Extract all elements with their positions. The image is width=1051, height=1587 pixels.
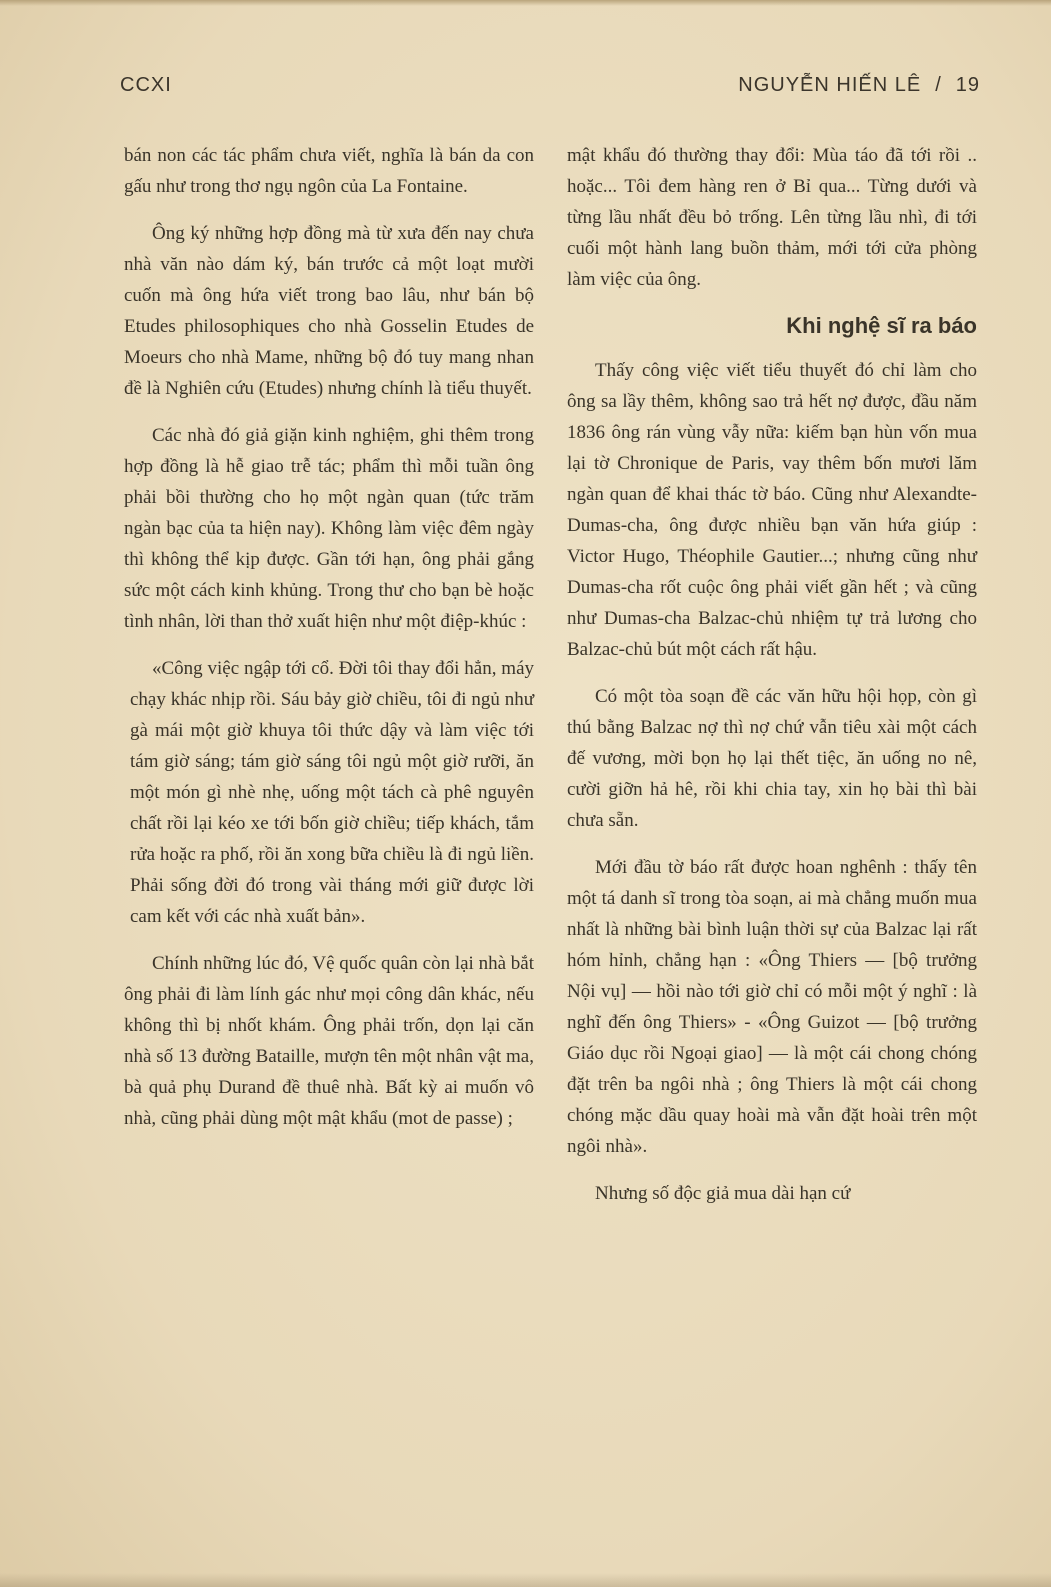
paragraph: bán non các tác phẩm chưa viết, nghĩa là bán da con gấu như trong thơ ngụ ngôn của La Fontaine.: [124, 145, 534, 197]
header-separator: /: [935, 74, 942, 96]
page-bottom-edge: [0, 1573, 1051, 1587]
section-heading: Khi nghệ sĩ ra báo: [786, 313, 977, 338]
volume-number: 19: [955, 74, 980, 96]
paragraph: Chính những lúc đó, Vệ quốc quân còn lại nhà bắt ông phải đi làm lính gác như mọi công dân khác, nếu không thì bị nhốt khám. Ông phải trốn, dọn lại căn nhà số 13 đường Bataille, mượn tên một nhân vật ma, bà quả phụ Durand đề thuê nhà. Bất kỳ ai muốn vô nhà, cũng phải dùng một mật khẩu (mot de passe) ;: [124, 953, 534, 1129]
paragraph: Ông ký những hợp đồng mà từ xưa đến nay chưa nhà văn nào dám ký, bán trước cả một loạt mười cuốn mà ông hứa viết trong bao lâu, như bán bộ Etudes philosophiques cho nhà Gosselin Etudes de Moeurs cho nhà Mame, những bộ đó tuy mang nhan đề là Nghiên cứu (Etudes) nhưng chính là tiểu thuyết.: [124, 223, 534, 399]
paragraph: Các nhà đó giả giặn kinh nghiệm, ghi thêm trong hợp đồng là hễ giao trễ tác; phẩm thì mỗi tuần ông phải bồi thường cho họ một ngàn quan (tức trăm ngàn bạc của ta hiện nay). Không làm việc đêm ngày thì không thể kịp được. Gần tới hạn, ông phải gắng sức một cách kinh khủng. Trong thư cho bạn bè hoặc tình nhân, lời than thở xuất hiện như một điệp-khúc :: [124, 425, 534, 632]
paragraph: Mới đầu tờ báo rất được hoan nghênh : thấy tên một tá danh sĩ trong tòa soạn, ai mà chẳng muốn mua nhất là những bài bình luận thời sự của Balzac lại rất hóm hỉnh, chẳng hạn : «Ông Thiers — [bộ trưởng Nội vụ] — hồi nào tới giờ chỉ có mỗi một ý nghĩ : là nghĩ đến ông Thiers» - «Ông Guizot — [bộ trưởng Giáo dục rồi Ngoại giao] — là một cái chong chóng đặt trên ba ngôi nhà ; ông Thiers là một cái chong chóng mặc dầu quay hoài mà vẫn đặt hoài trên một ngôi nhà».: [567, 857, 977, 1157]
page-top-edge: [0, 0, 1051, 6]
paragraph: Thấy công việc viết tiểu thuyết đó chỉ làm cho ông sa lầy thêm, không sao trả hết nợ được, đầu năm 1836 ông rán vùng vẫy nữa: kiếm bạn hùn vốn mua lại tờ Chronique de Paris, vay thêm bốn mươi lăm ngàn quan để khai thác tờ báo. Cũng như Alexandte-Dumas-cha, ông được nhiều bạn văn hứa giúp : Victor Hugo, Théophile Gautier...; nhưng cũng như Dumas-cha rốt cuộc ông phải viết gần hết ; và cũng như Dumas-cha Balzac-chủ nhiệm tự trả lương cho Balzac-chủ bút một cách rất hậu.: [567, 360, 977, 660]
right-column: [567, 140, 977, 1225]
running-header: [120, 74, 980, 108]
running-title: [738, 74, 980, 97]
paragraph: mật khẩu đó thường thay đổi: Mùa táo đã tới rồi .. hoặc... Tôi đem hàng ren ở Bỉ qua... Từng dưới và từng lầu nhất đều bỏ trống. Lên từng lầu nhì, đi tới cuối một hành lang buồn thảm, mới tới cửa phòng làm việc của ông.: [567, 145, 977, 290]
left-column: [124, 140, 534, 1150]
paragraph: Có một tòa soạn đề các văn hữu hội họp, còn gì thú bằng Balzac nợ thì nợ chứ vẫn tiêu xài một cách đế vương, mời bọn họ lại thết tiệc, ăn uống no nê, cười giỡn hả hê, rồi khi chia tay, xin họ bài thì bài chưa sẵn.: [567, 686, 977, 831]
paragraph: Nhưng số độc giả mua dài hạn cứ: [595, 1183, 851, 1204]
author-name: NGUYỄN HIẾN LÊ: [738, 74, 922, 96]
page-number: CCXI: [120, 74, 172, 96]
block-quote: «Công việc ngập tới cổ. Đời tôi thay đổi hẳn, máy chạy khác nhịp rồi. Sáu bảy giờ chiều, tôi đi ngủ như gà mái một giờ khuya tôi thức dậy và làm việc tới tám giờ sáng; tám giờ sáng tôi ngủ một giờ rưỡi, ăn một món gì nhè nhẹ, uống một tách cà phê nguyên chất rồi lại kéo xe tới bốn giờ chiều; tiếp khách, tắm rửa hoặc ra phố, rồi ăn xong bữa chiều là đi ngủ liền. Phải sống đời đó trong vài tháng mới giữ được lời cam kết với các nhà xuất bản».: [130, 658, 534, 927]
